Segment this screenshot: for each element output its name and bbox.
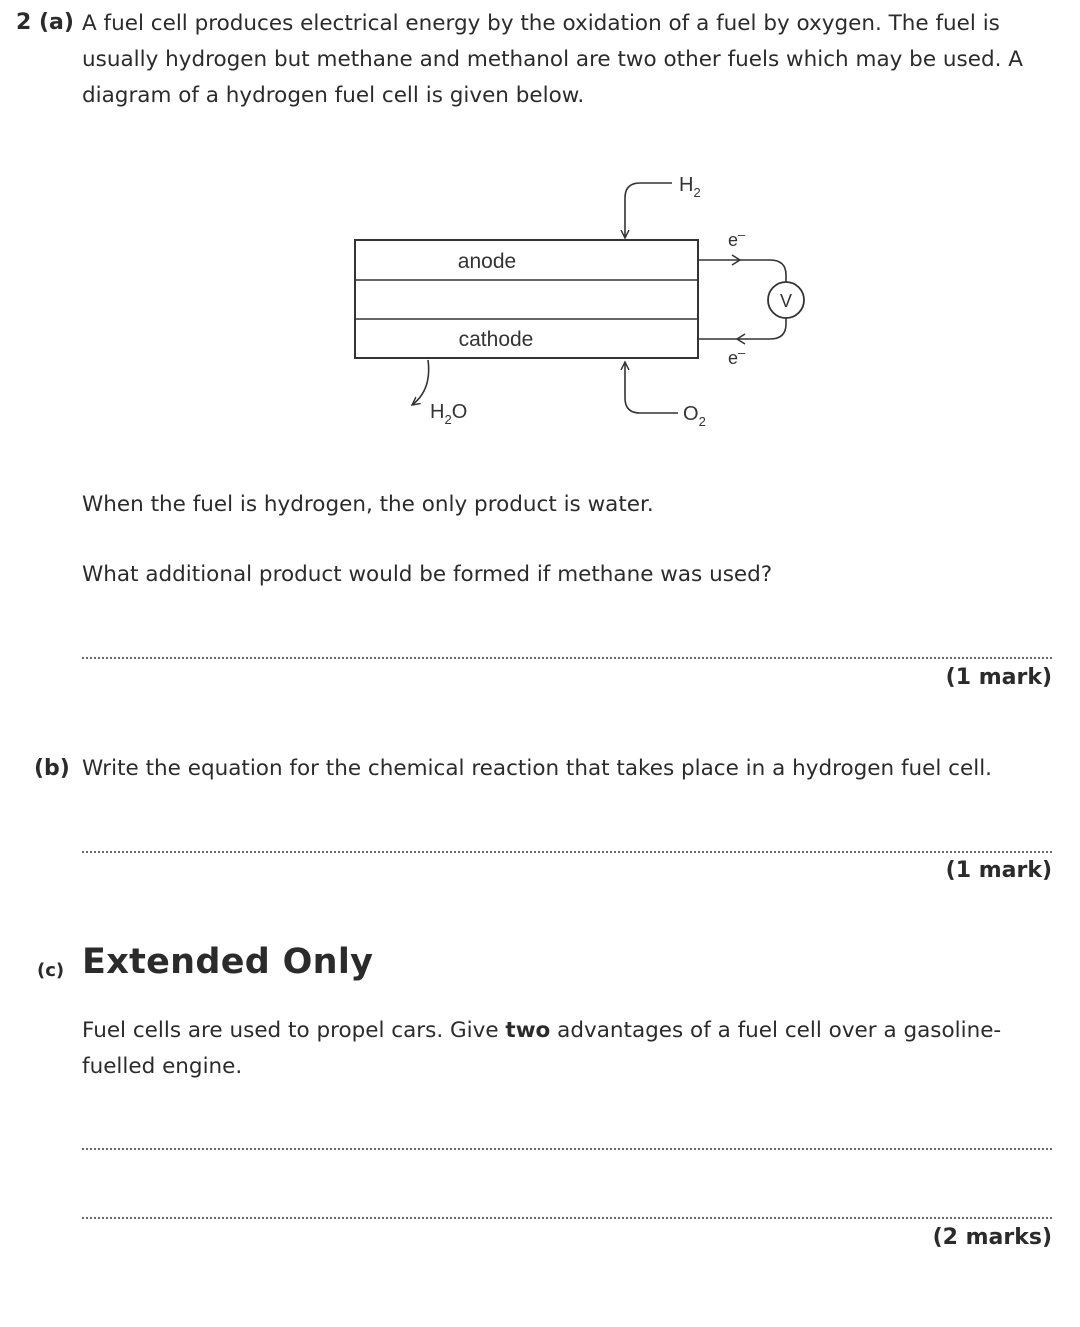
intro-line-2: usually hydrogen but methane and methanol are two other fuels which may be used. A: [82, 47, 1023, 72]
question-2c-line-1: Fuel cells are used to propel cars. Give two advantages of a fuel cell over a gasoline-: [82, 1018, 1002, 1043]
question-2c-line-2: fuelled engine.: [82, 1054, 243, 1079]
hydrogen-inlet-arrow: [625, 183, 672, 238]
question-2b-text: Write the equation for the chemical reaction that takes place in a hydrogen fuel cell.: [82, 756, 993, 781]
answer-line-2c-1[interactable]: [82, 1148, 1052, 1150]
marks-2c: (2 marks): [932, 1225, 1052, 1250]
intro-line-1: A fuel cell produces electrical energy by the oxidation of a fuel by oxygen. The fuel is: [82, 11, 1000, 36]
answer-line-2c-2[interactable]: [82, 1217, 1052, 1219]
answer-line-2b[interactable]: [82, 851, 1052, 853]
cathode-label: cathode: [458, 328, 534, 351]
answer-line-2a[interactable]: [82, 657, 1052, 659]
voltmeter-label: V: [779, 291, 793, 311]
question-2a-intro: [82, 6, 1062, 114]
question-2c-text: [82, 1013, 1062, 1085]
hydrogen-statement: When the fuel is hydrogen, the only product is water.: [82, 492, 654, 517]
extended-only-heading: Extended Only: [82, 942, 374, 982]
oxygen-inlet-label: $O_2$: [683, 403, 706, 429]
anode-label: anode: [457, 250, 517, 273]
marks-2a: (1 mark): [945, 665, 1052, 690]
electron-label-bottom: e–: [728, 345, 746, 368]
question-2a-text: What additional product would be formed if methane was used?: [82, 562, 773, 587]
circuit-wire-top: [698, 260, 786, 282]
question-2b-label: (b): [34, 756, 70, 781]
question-2a-label: 2 (a): [16, 10, 74, 35]
oxygen-inlet-arrow: [625, 362, 678, 413]
marks-2b: (1 mark): [945, 858, 1052, 883]
emphasis-two: two: [505, 1018, 551, 1043]
electron-label-top: e–: [728, 227, 746, 250]
question-2c-label: (c): [37, 960, 65, 981]
fuel-cell-diagram: [340, 160, 820, 440]
intro-line-3: diagram of a hydrogen fuel cell is given below.: [82, 83, 585, 108]
water-outlet-label: $H_2O$: [430, 401, 468, 427]
water-outlet-arrow: [412, 360, 429, 405]
hydrogen-inlet-label: $H_2$: [679, 174, 701, 200]
